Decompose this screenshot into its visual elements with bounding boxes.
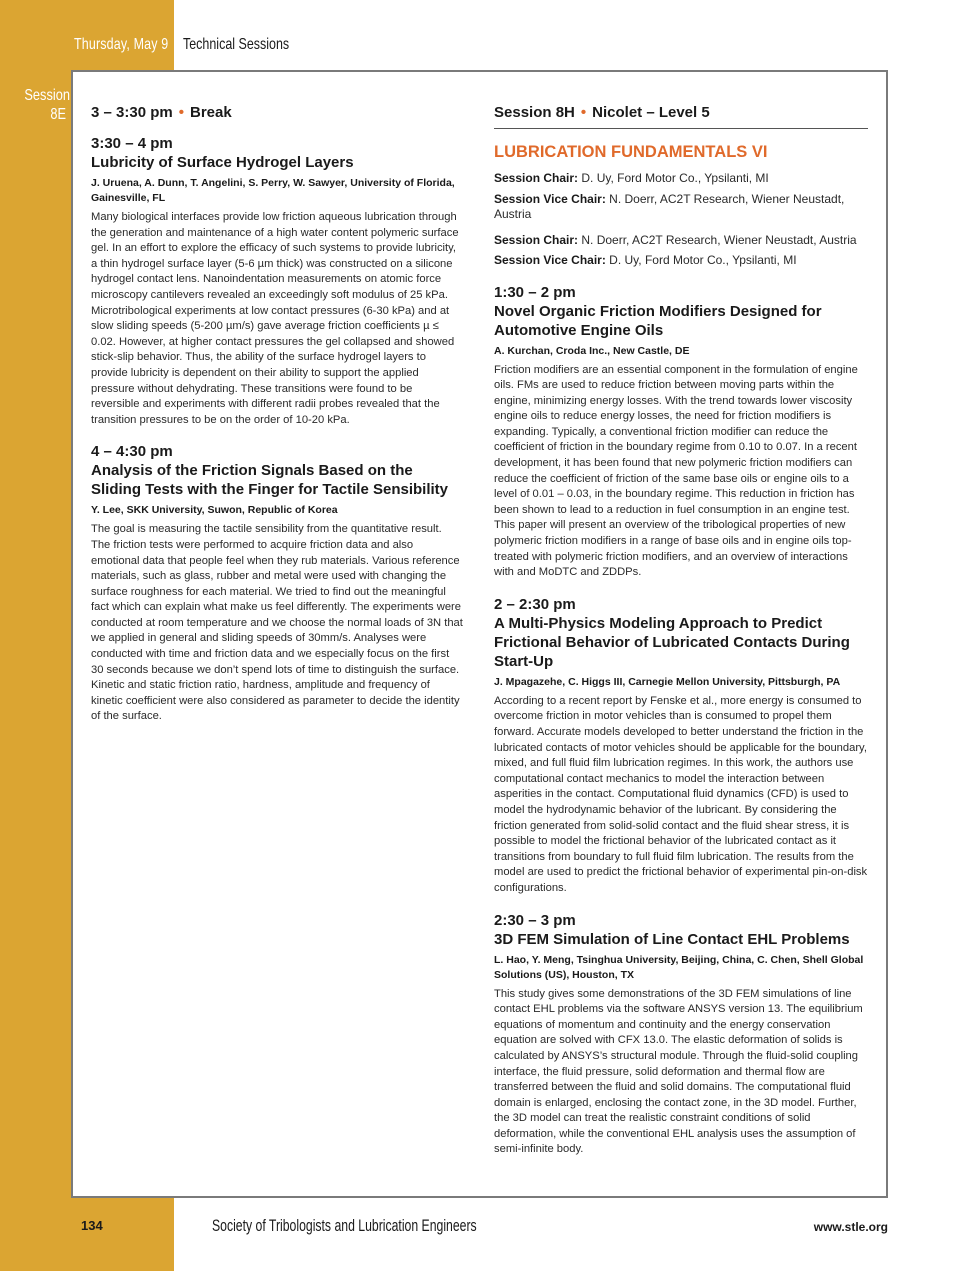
talk-entry xyxy=(91,442,463,725)
header-day: Thursday, May 9 xyxy=(74,36,169,53)
break-label: Break xyxy=(189,104,232,121)
talk-title: Lubricity of Surface Hydrogel Layers xyxy=(91,154,354,171)
talk-entry xyxy=(494,911,870,1159)
talk-authors: J. Mpagazehe, C. Higgs III, Carnegie Mellon University, Pittsburgh, PA xyxy=(494,675,841,688)
talk-title: Novel Organic Friction Modifiers Designed for Automotive Engine Oils xyxy=(494,302,822,339)
session-tab xyxy=(24,86,70,124)
talk-authors: L. Hao, Y. Meng, Tsinghua University, Beijing, China, C. Chen, Shell Global Solutions (US), Houston, TX xyxy=(494,953,864,981)
session-chair xyxy=(494,171,870,187)
talk-authors: Y. Lee, SKK University, Suwon, Republic of Korea xyxy=(91,504,338,517)
session-tab-number: 8E xyxy=(50,106,66,123)
talk-abstract: Friction modifiers are an essential component in the formulation of engine oils. FMs are used to reduce friction between moving parts within the engine, minimizing energy losses. With the trend towards lower viscosity engine oils to reduce energy losses, the need for friction modifiers is expanding. Typically, a conventional friction modifier can reduce the coefficient of friction in the boundary regime from 0.10 to 0.07. In a recent development, it has been found that new polymeric friction modifiers can reduce the coefficient of friction of the same base oils or engine oils to a level of 0.01 – 0.03, in the boundary regime. This reduction in friction has been shown to lead to a reduction in fuel consumption in an engine test. This paper will present an overview of the tribological properties of new polymeric friction modifiers in a range of base oils and in engine oils top-treated with polymeric friction modifiers, and an overview of interactions with and MoDTC and ZDDPs. xyxy=(494,363,858,579)
chair-name: D. Uy, Ford Motor Co., Ypsilanti, MI xyxy=(609,253,797,267)
session-title: LUBRICATION FUNDAMENTALS VI xyxy=(494,143,768,161)
talk-time: 1:30 – 2 pm xyxy=(494,283,576,301)
left-column xyxy=(91,102,463,739)
chair-name: N. Doerr, AC2T Research, Wiener Neustadt, Austria xyxy=(581,232,857,247)
chair-name: N. Doerr, AC2T Research, Wiener Neustadt, Austria xyxy=(494,191,845,221)
talk-abstract: This study gives some demonstrations of the 3D FEM simulations of line contact EHL problems via the software ANSYS version 13. The equilibrium equations of momentum and continuity and the energy conservation equation are solved with CFX 13.0. The elastic deformation of solids is calculated by ANSYS’s structural module. Through the fluid-solid coupling interface, the fluid pressure, solid deformation and thermal flow are transferred between the fluid and solid domains. The computational fluid domain is enlarged, enclosing the contact zone, in the 3D model. Further, the 3D model can treat the realistic constraint conditions of solid deformation, while the conventional EHL analysis uses the assumption of semi-infinite body. xyxy=(494,987,863,1156)
page-number: 134 xyxy=(81,1218,103,1233)
session-vice-chair xyxy=(494,192,870,223)
talk-authors: J. Uruena, A. Dunn, T. Angelini, S. Perry, W. Sawyer, University of Florida, Gainesville, FL xyxy=(91,177,455,204)
talk-time: 4 – 4:30 pm xyxy=(91,443,173,461)
chair-role: Session Vice Chair: xyxy=(494,191,606,206)
talk-entry xyxy=(494,595,870,897)
talk-time: 2:30 – 3 pm xyxy=(494,911,576,929)
chair-role: Session Vice Chair: xyxy=(494,253,606,267)
talk-abstract: According to a recent report by Fenske et al., more energy is consumed to overcome friction in motor vehicles than is consumed to propel them forward. Accurate models developed to better understand the friction in the lubricated contacts of motor vehicles should be applicable for the boundary, mixed, and full fluid film lubrication regimes. In this work, the authors use computational contact mechanics to model the interaction between asperities in the contact. Computational fluid dynamics (CFD) is used to model the hydrodynamic behavior of the lubricant. By considering the friction generated from solid-solid contact and the fluid shear stress, it is possible to model the frictional behavior of the lubricated contact as it transitions from boundary to full fluid film lubrication. The results from the model are used to predict the frictional behavior of experimental pin-on-disk configurations. xyxy=(494,694,868,894)
chair-role: Session Chair: xyxy=(494,171,579,185)
talk-title: 3D FEM Simulation of Line Contact EHL Problems xyxy=(494,930,850,948)
header-section: Technical Sessions xyxy=(183,36,290,53)
talk-time: 3:30 – 4 pm xyxy=(91,135,173,152)
session-chair xyxy=(494,233,870,249)
header-strip xyxy=(174,0,960,70)
talk-authors: A. Kurchan, Croda Inc., New Castle, DE xyxy=(494,344,690,357)
bullet-icon: • xyxy=(178,104,184,121)
talk-title: A Multi-Physics Modeling Approach to Predict Frictional Behavior of Lubricated Contacts During Start-Up xyxy=(494,614,850,670)
chair-name: D. Uy, Ford Motor Co., Ypsilanti, MI xyxy=(581,171,769,185)
chair-role: Session Chair: xyxy=(494,232,579,247)
session-location: Nicolet – Level 5 xyxy=(592,104,710,121)
talk-abstract: Many biological interfaces provide low friction aqueous lubrication through the generation and maintenance of a high water content polymeric surface gel. In an effort to explore the efficacy of such systems to provide lubricity, a thin hydrogel surface layer (5-6 µm thick) was constructed on a silicone hydrogel contact lens. Nanoindentation measurements on atomic force microscopy cantilevers revealed an exceedingly soft modulus of 25 kPa. Microtribological experiments at low contact pressures (6-30 kPa) and at slow sliding speeds (5-200 µm/s) gave average friction coefficients µ ≤ 0.02. However, at higher contact pressures the gel collapsed and showed stick-slip behavior. Thus, the ability of the surface hydrogel layers to provide lubricity is dependent on their ability to support the applied pressure without dehydrating. These transitions were found to be reversible and experiments with different radii probes revealed that the transition pressures to be on the order of 10-20 kPa. xyxy=(91,211,459,426)
bullet-icon: • xyxy=(580,104,587,121)
footer-url: www.stle.org xyxy=(813,1220,888,1234)
talk-title: Analysis of the Friction Signals Based on the Sliding Tests with the Finger for Tactile Sensibility xyxy=(91,462,448,499)
session-tab-label: Session xyxy=(24,87,70,104)
society-name: Society of Tribologists and Lubrication Engineers xyxy=(212,1216,477,1235)
right-column xyxy=(494,102,870,1172)
session-vice-chair xyxy=(494,253,870,269)
talk-entry xyxy=(91,134,463,428)
talk-entry xyxy=(494,283,870,581)
break-time: 3 – 3:30 pm xyxy=(91,104,173,121)
talk-time: 2 – 2:30 pm xyxy=(494,595,576,613)
break-entry xyxy=(91,102,463,124)
talk-abstract: The goal is measuring the tactile sensibility from the quantitative result. The friction tests were performed to acquire friction data and also emotional data that people feel when they rub materials. Various reference materials, such as glass, rubber and metal were used with changing the surface roughness for each material. We tried to find out the meaningful fact which can explain what make us feel differently. The experiments were conducted at room temperature and we choose the normal loads of 3N that we applied in general and sliding speeds of 30mm/s. Analyses were conducted with time and friction data and we especially focus on the first 30 seconds because we don’t spend lots of time to distinguish the surface. Kinetic and static friction ratio, hardness, amplitude and frequency of kinetic coefficient were also considered as parameter to decide the identity of the surface. xyxy=(91,523,463,723)
session-label: Session 8H xyxy=(494,104,575,121)
session-heading xyxy=(494,102,868,129)
